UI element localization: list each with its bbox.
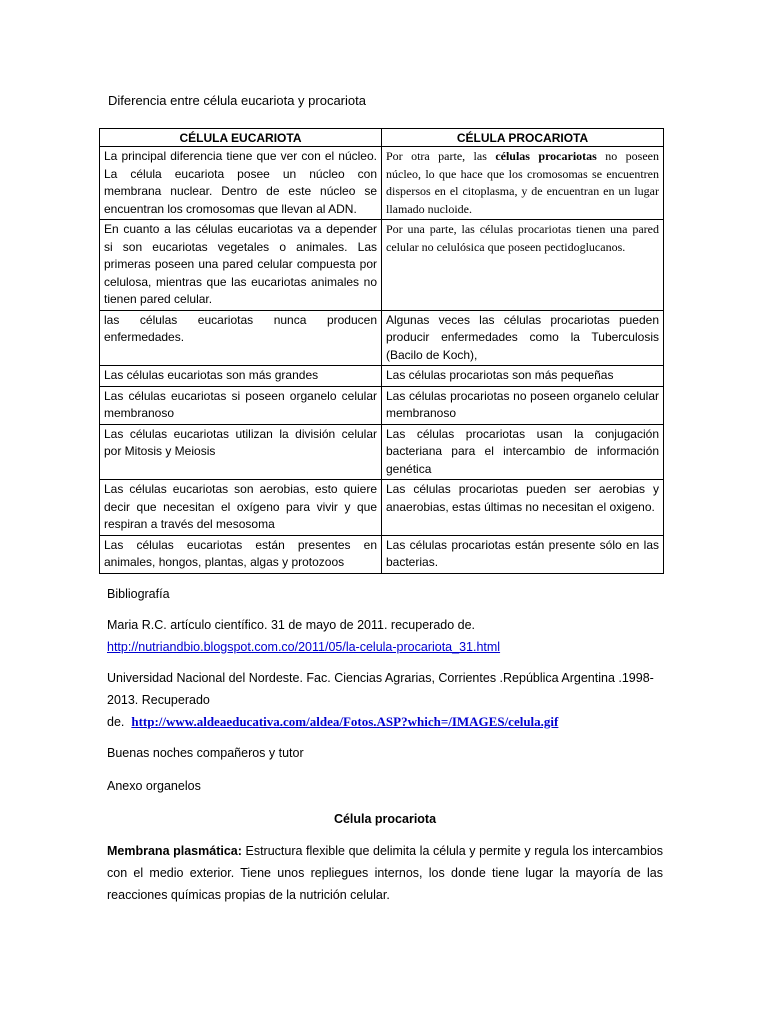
comparison-table xyxy=(99,128,664,574)
cell-procariota: Las células procariotas están presente sólo en las bacterias. xyxy=(382,535,664,573)
ref-2-text-line1: Universidad Nacional del Nordeste. Fac. Ciencias Agrarias, Corrientes .República Argentina .1998- xyxy=(107,671,654,685)
table-row xyxy=(100,366,664,387)
cell-eucariota: Las células eucariotas son aerobias, esto quiere decir que necesitan el oxígeno para vivir y que respiran a través del mesosoma xyxy=(100,480,382,536)
bibliography-ref-2 xyxy=(107,667,663,733)
table-row xyxy=(100,386,664,424)
cell-procariota: Por una parte, las células procariotas tienen una pared celular no celulósica que poseen pectidoglucanos. xyxy=(382,220,664,311)
cell-eucariota: Las células eucariotas si poseen organelo celular membranoso xyxy=(100,386,382,424)
ref-2-prefix: de. xyxy=(107,715,125,729)
section-title: Célula procariota xyxy=(333,812,437,826)
bibliography-heading: Bibliografía xyxy=(107,587,170,601)
header-eucariota: CÉLULA EUCARIOTA xyxy=(100,129,382,147)
cell-eucariota: Las células eucariotas son más grandes xyxy=(100,366,382,387)
table-header-row xyxy=(100,129,664,147)
cell-procariota-pre: Por otra parte, las xyxy=(386,149,496,163)
document-title: Diferencia entre célula eucariota y procariota xyxy=(108,93,366,108)
cell-procariota-post: no poseen núcleo, lo que hace que los cromosomas se encuentren dispersos en el citoplasma, y de encuentran en un lugar llamado nucloide. xyxy=(386,149,660,216)
greeting-text: Buenas noches compañeros y tutor xyxy=(107,746,304,760)
bibliography-ref-1 xyxy=(107,614,663,658)
table-row xyxy=(100,310,664,366)
cell-eucariota: La principal diferencia tiene que ver con el núcleo. La célula eucariota posee un núcleo con membrana nuclear. Dentro de este núcleo se encuentran los cromosomas que llevan al ADN. xyxy=(100,147,382,220)
table-row xyxy=(100,147,664,220)
cell-procariota-bold: células procariotas xyxy=(495,149,597,163)
membrana-text: Estructura flexible que delimita la célula y permite y regula los intercambios con el medio exterior. Tiene unos repliegues internos, los donde tiene lugar la mayoría de las reacciones químicas propias de la nutrición celular. xyxy=(107,844,663,902)
annex-title: Anexo organelos xyxy=(107,779,201,793)
cell-procariota: Las células procariotas pueden ser aerobias y anaerobias, estas últimas no necesitan el oxigeno. xyxy=(382,480,664,536)
cell-procariota: Las células procariotas son más pequeñas xyxy=(382,366,664,387)
ref-2-link[interactable]: http://www.aldeaeducativa.com/aldea/Fotos.ASP?which=/IMAGES/celula.gif xyxy=(131,714,559,729)
cell-procariota: Las células procariotas usan la conjugación bacteriana para el intercambio de información genética xyxy=(382,424,664,480)
cell-procariota xyxy=(382,147,664,220)
table-row xyxy=(100,220,664,311)
cell-eucariota: Las células eucariotas están presentes en animales, hongos, plantas, algas y protozoos xyxy=(100,535,382,573)
membrana-label: Membrana plasmática: xyxy=(107,844,242,858)
ref-1-link[interactable]: http://nutriandbio.blogspot.com.co/2011/05/la-celula-procariota_31.html xyxy=(107,640,501,654)
table-row xyxy=(100,424,664,480)
ref-1-text: Maria R.C. artículo científico. 31 de mayo de 2011. recuperado de. xyxy=(107,618,476,632)
cell-eucariota: las células eucariotas nunca producen enfermedades. xyxy=(100,310,382,366)
cell-procariota: Las células procariotas no poseen organelo celular membranoso xyxy=(382,386,664,424)
cell-procariota: Algunas veces las células procariotas pueden producir enfermedades como la Tuberculosis (Bacilo de Koch), xyxy=(382,310,664,366)
ref-2-text-line2: 2013. Recuperado xyxy=(107,693,210,707)
table-row xyxy=(100,535,664,573)
membrana-paragraph xyxy=(107,840,663,906)
cell-eucariota: En cuanto a las células eucariotas va a depender si son eucariotas vegetales o animales. Las primeras poseen una pared celular compuesta por celulosa, mientras que las eucariotas animales no tienen pared celular. xyxy=(100,220,382,311)
table-row xyxy=(100,480,664,536)
header-procariota: CÉLULA PROCARIOTA xyxy=(382,129,664,147)
cell-eucariota: Las células eucariotas utilizan la división celular por Mitosis y Meiosis xyxy=(100,424,382,480)
